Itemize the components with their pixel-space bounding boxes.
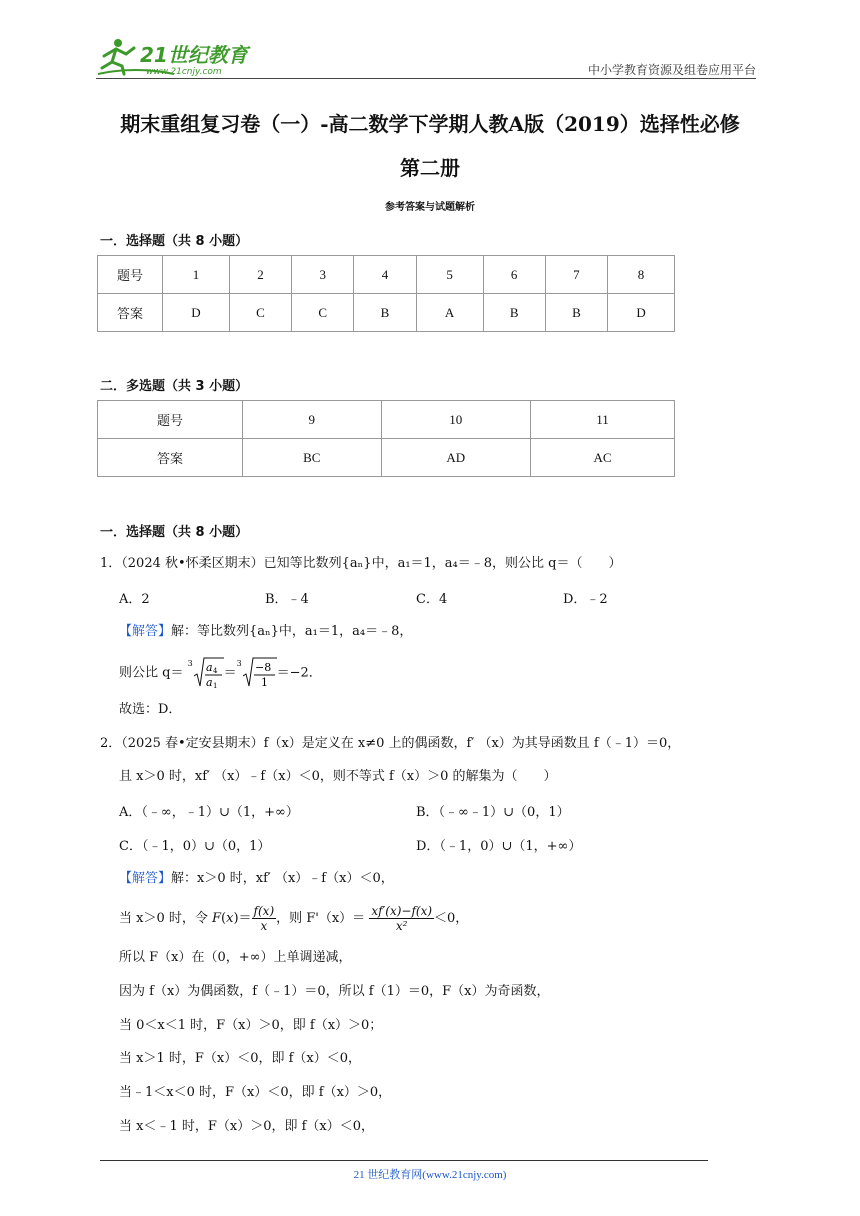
table-cell: D <box>163 294 230 332</box>
answer-tag: 【解答】 <box>119 624 172 639</box>
table-header-cell: 答案 <box>98 294 163 332</box>
table-cell: B <box>545 294 607 332</box>
multi-answer-table <box>97 400 675 477</box>
question-2-stem-line1: 2．（2025 春•定安县期末）f（x）是定义在 x≠0 上的偶函数，f′ （x）为其导函数且 f（﹣1）＝0， <box>100 736 681 751</box>
q2-sol1-text: 解：x＞0 时，xf′ （x）﹣f（x）＜0， <box>171 871 394 886</box>
svg-text:a: a <box>205 676 213 689</box>
q1-sol2-suffix: ＝−2． <box>276 665 322 681</box>
table-cell: 3 <box>292 256 354 294</box>
question-1-stem: 1．（2024 秋•怀柔区期末）已知等比数列{aₙ}中，a₁＝1，a₄＝﹣8，则公比 q＝（ ） <box>100 556 622 571</box>
section-heading-choice-detail: 一．选择题（共 8 小题） <box>100 525 249 540</box>
table-cell: 6 <box>483 256 545 294</box>
table-cell: 4 <box>354 256 416 294</box>
q2-option-a: A．（﹣∞，﹣1）∪（1，+∞） <box>119 805 299 820</box>
table-row <box>98 439 675 477</box>
q1-solution-line1 <box>119 622 412 642</box>
table-cell: 2 <box>229 256 291 294</box>
table-cell: B <box>483 294 545 332</box>
cube-root-expression-1: 3 a 4 a 1 <box>194 656 224 690</box>
svg-text:4: 4 <box>212 667 218 675</box>
table-header-cell: 答案 <box>98 439 243 477</box>
table-cell: 10 <box>381 401 530 439</box>
q2-solution-line3: 所以 F（x）在（0，+∞）上单调递减， <box>119 950 352 965</box>
table-cell: BC <box>243 439 382 477</box>
q2-solution-line1 <box>119 869 394 889</box>
q2-option-b: B．（﹣∞﹣1）∪（0，1） <box>416 805 570 820</box>
table-row <box>98 294 675 332</box>
section-heading-multi: 二．多选题（共 3 小题） <box>100 379 249 394</box>
table-cell: C <box>292 294 354 332</box>
choice-answer-table <box>97 255 675 332</box>
q1-solution-line3: 故选：D． <box>119 702 182 717</box>
table-cell: AC <box>530 439 674 477</box>
q1-sol2-prefix: 则公比 q＝ <box>119 665 184 681</box>
svg-text:1: 1 <box>212 682 218 690</box>
table-cell: 11 <box>530 401 674 439</box>
table-cell: C <box>229 294 291 332</box>
q2-sol2-b: ，则 F'（x）＝ <box>276 911 366 926</box>
document-title-line2: 第二册 <box>400 156 460 180</box>
header-divider <box>96 78 756 79</box>
q2-solution-line8: 当 x＜﹣1 时，F（x）＞0，即 f（x）＜0， <box>119 1119 375 1134</box>
table-row <box>98 256 675 294</box>
q1-option-b: B．﹣4 <box>265 592 309 607</box>
table-cell: 5 <box>416 256 483 294</box>
fraction-fx-over-x: $\frac{f(x)}{x}$ <box>253 904 275 933</box>
q2-sol2-c: ＜0， <box>434 911 469 926</box>
fraction-derivative: $\frac{xf'(x)-f(x)}{\text{x²}}$ <box>371 904 433 933</box>
q1-option-c: C．4 <box>416 592 448 607</box>
q2-sol2-a: 当 x＞0 时，令 <box>119 911 208 926</box>
q1-option-a: A．2 <box>119 592 150 607</box>
svg-text:a: a <box>205 661 213 674</box>
fx-definition: F <box>212 911 222 926</box>
svg-text:1: 1 <box>260 676 268 689</box>
table-header-cell: 题号 <box>98 401 243 439</box>
cube-root-expression-2: 3 −8 1 <box>243 656 277 690</box>
q2-option-c: C．（﹣1，0）∪（0，1） <box>119 839 271 854</box>
table-cell: 7 <box>545 256 607 294</box>
question-2-stem-line2: 且 x＞0 时，xf′ （x）﹣f（x）＜0，则不等式 f（x）＞0 的解集为（ ） <box>119 769 557 784</box>
table-cell: 9 <box>243 401 382 439</box>
q1-sol1-text: 解：等比数列{aₙ}中，a₁＝1，a₄＝﹣8， <box>171 624 413 639</box>
section-heading-choice: 一．选择题（共 8 小题） <box>100 234 249 249</box>
q2-solution-line6: 当 x＞1 时，F（x）＜0，即 f（x）＜0， <box>119 1051 362 1066</box>
table-header-cell: 题号 <box>98 256 163 294</box>
document-title: 期末重组复习卷（一）-高二数学下学期人教A版（2019）选择性必修 <box>120 112 740 136</box>
table-cell: B <box>354 294 416 332</box>
svg-text:−8: −8 <box>254 661 271 674</box>
site-logo <box>96 36 266 78</box>
q2-solution-line4: 因为 f（x）为偶函数，f（﹣1）＝0，所以 f（1）＝0，F（x）为奇函数， <box>119 984 550 999</box>
q2-solution-line5: 当 0＜x＜1 时，F（x）＞0，即 f（x）＞0； <box>119 1018 383 1033</box>
document-subtitle: 参考答案与试题解析 <box>385 202 475 213</box>
table-row <box>98 401 675 439</box>
platform-label: 中小学教育资源及组卷应用平台 <box>587 63 756 77</box>
table-cell: AD <box>381 439 530 477</box>
q2-solution-line2: 当 x＞0 时，令 F(x)＝ $\frac{f(x)}{x}$ ，则 F'（x）＝ $\frac{xf'(x)-f(x)}{\text{x²}}$ ＜0， <box>119 904 469 933</box>
footer-divider <box>100 1160 708 1161</box>
table-cell: D <box>608 294 675 332</box>
footer-link[interactable]: 21 世纪教育网(www.21cnjy.com) <box>353 1169 507 1181</box>
q2-option-d: D．（﹣1，0）∪（1，+∞） <box>416 839 582 854</box>
answer-tag: 【解答】 <box>119 871 172 886</box>
q1-solution-line2: 则公比 q＝ 3 a 4 a 1 ＝ 3 −8 1 ＝−2． <box>119 656 322 690</box>
table-cell: 1 <box>163 256 230 294</box>
logo-url: www.21cnjy.com <box>146 67 222 77</box>
q1-option-d: D．﹣2 <box>563 592 608 607</box>
q2-solution-line7: 当﹣1＜x＜0 时，F（x）＜0，即 f（x）＞0， <box>119 1085 392 1100</box>
logo-text: 21世纪教育 <box>140 43 248 67</box>
table-cell: A <box>416 294 483 332</box>
table-cell: 8 <box>608 256 675 294</box>
